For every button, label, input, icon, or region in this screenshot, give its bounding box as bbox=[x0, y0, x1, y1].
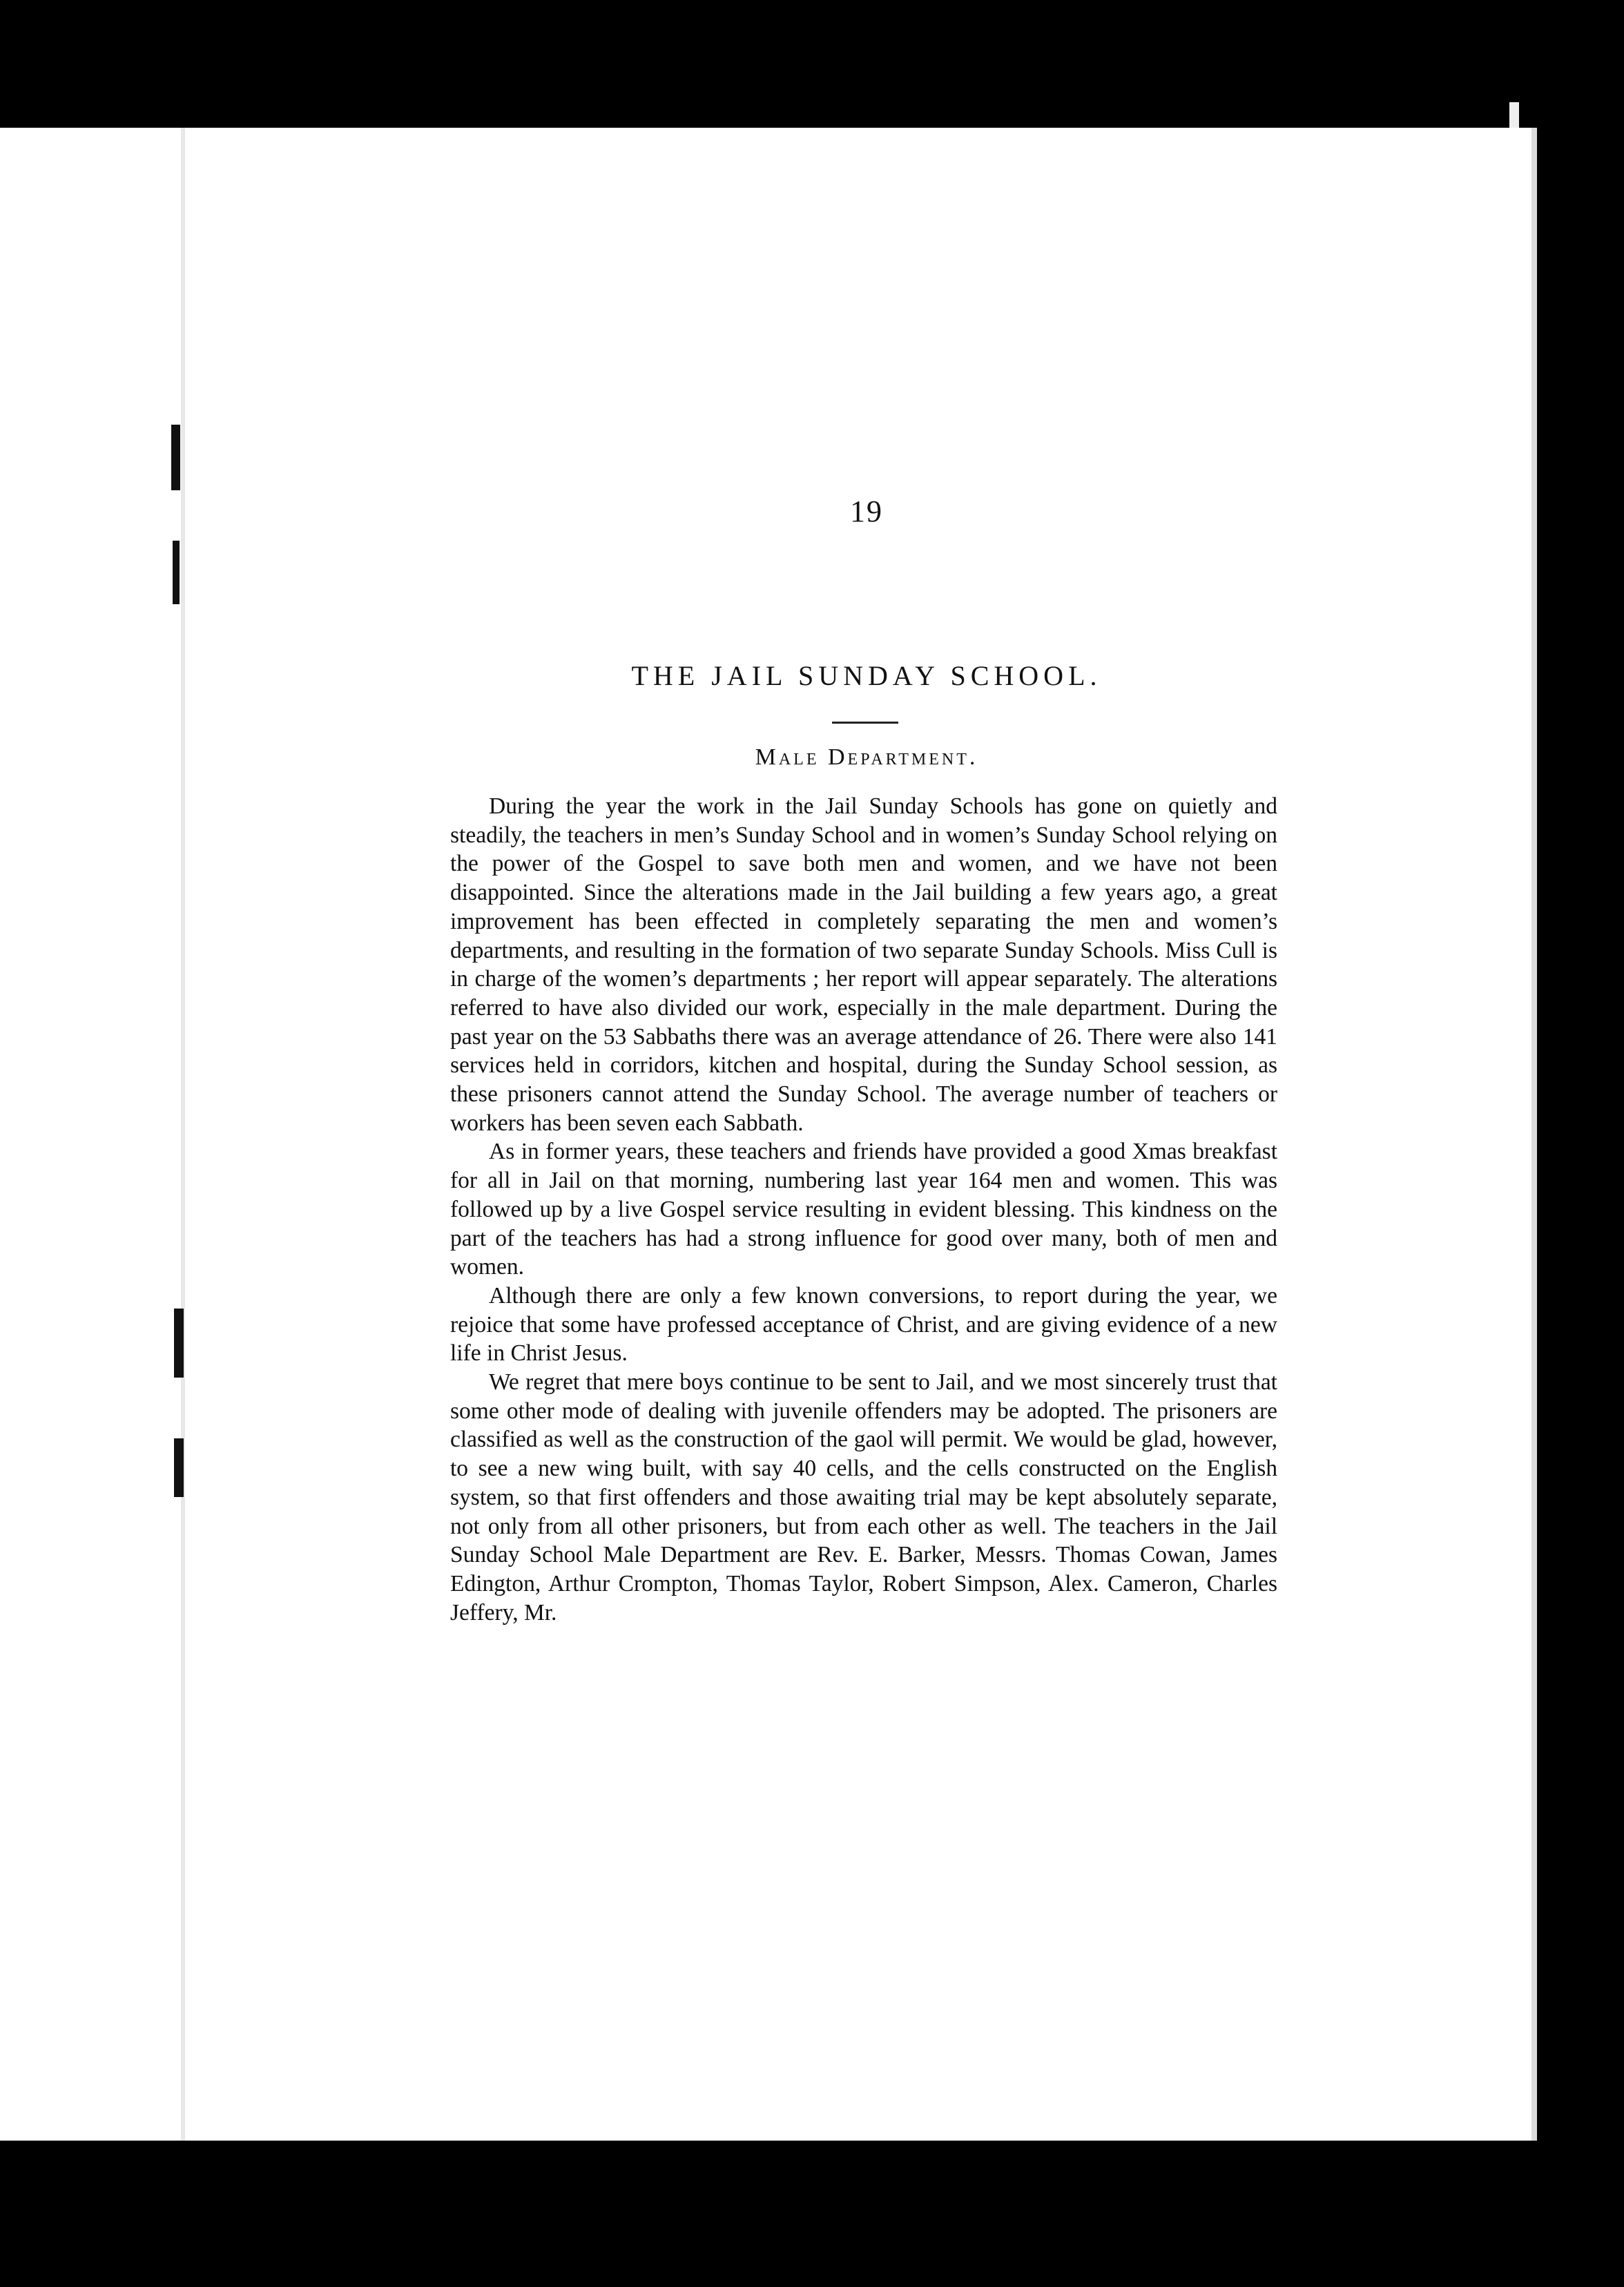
binding-mark bbox=[171, 425, 180, 490]
page-title: THE JAIL SUNDAY SCHOOL. bbox=[631, 660, 1102, 691]
page-number: 19 bbox=[850, 494, 883, 528]
title-rule bbox=[832, 722, 898, 724]
binding-mark bbox=[174, 1309, 184, 1378]
paragraph: As in former years, these teachers and friends have provided a good Xmas breakfast for all in Jail on that morning, numbering last year 164 men and women. This was followed up by a live Gospel service resulting in evident blessing. This kindness on the part of the teachers has had a strong influence for good over many, both of men and women. bbox=[450, 1139, 1277, 1280]
paragraph: We regret that mere boys continue to be sent to Jail, and we most sincerely trust that some other mode of dealing with juvenile offenders may be adopted. The prisoners are classified as well as the construction of the gaol will permit. We would be glad, however, to see a new wing built, with say 40 cells, and the cells constructed on the English system, so that first offenders and those awaiting trial may be kept absolutely separate, not only from all other prisoners, but from each other as well. The teachers in the Jail Sunday School Male Department are Rev. E. Barker, Messrs. Thomas Cowan, James Edington, Arthur Crompton, Thomas Taylor, Robert Simpson, Alex. Cameron, Charles Jeffery, Mr. bbox=[450, 1369, 1277, 1625]
section-subtitle: Male Department. bbox=[755, 744, 978, 770]
paragraph: During the year the work in the Jail Sunday Schools has gone on quietly and steadily, the teachers in men’s Sunday School and in women’s Sunday School relying on the power of the Gospel to save both men and women, and we have not been disappointed. Since the alterations made in the Jail building a few years ago, a great improvement has been effected in completely separating the men and women’s departments, and resulting in the formation of two separate Sunday Schools. Miss Cull is in charge of the women’s departments ; her report will appear separately. The alterations referred to have also divided our work, especially in the male department. During the past year on the 53 Sabbaths there was an average attendance of 26. There were also 141 services held in corridors, kitchen and hospital, during the Sunday School session, as these prisoners cannot attend the Sunday School. The average number of teachers or workers has been seven each Sabbath. bbox=[450, 793, 1277, 1136]
paragraph: Although there are only a few known conversions, to report during the year, we rejoice that some have professed acceptance of Christ, and are giving evidence of a new life in Christ Jesus. bbox=[450, 1282, 1277, 1367]
book-spine bbox=[181, 128, 185, 2141]
body-text bbox=[450, 792, 1277, 1627]
binding-mark bbox=[174, 1438, 184, 1497]
binding-mark bbox=[173, 541, 180, 604]
